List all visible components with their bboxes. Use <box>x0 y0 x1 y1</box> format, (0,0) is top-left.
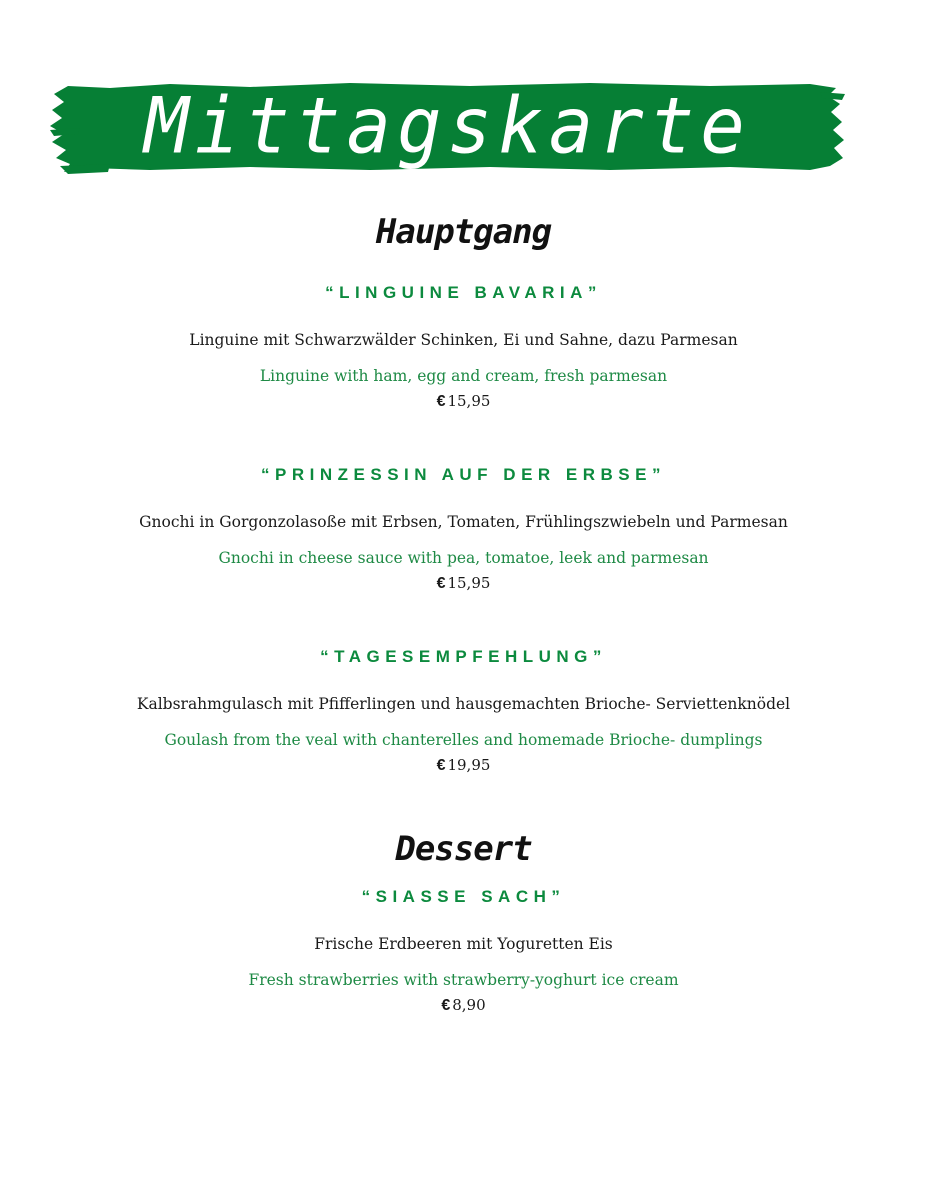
dish-name: “LINGUINE BAVARIA” <box>325 283 602 302</box>
price-value: 15,95 <box>447 574 491 592</box>
page-title: Mittagskarte <box>144 80 751 172</box>
dish-description-de: Frische Erdbeeren mit Yoguretten Eis <box>314 935 613 953</box>
price-value: 15,95 <box>447 392 491 410</box>
section-title-main: Hauptgang <box>375 212 552 252</box>
dish-description-de: Kalbsrahmgulasch mit Pfifferlingen und hausgemachten Brioche- Serviettenknödel <box>136 695 791 713</box>
dish-name: “TAGESEMPFEHLUNG” <box>320 647 607 666</box>
dish-name: “PRINZESSIN AUF DER ERBSE” <box>261 465 666 484</box>
section-title-dessert: Dessert <box>395 829 532 869</box>
dish-description-de: Linguine mit Schwarzwälder Schinken, Ei und Sahne, dazu Parmesan <box>189 331 738 349</box>
dish-description-en: Linguine with ham, egg and cream, fresh parmesan <box>259 367 668 385</box>
dish-description-en: Goulash from the veal with chanterelles and homemade Brioche- dumplings <box>164 731 763 749</box>
dish-price <box>0 391 927 412</box>
currency-symbol: € <box>436 575 446 592</box>
currency-symbol: € <box>441 997 451 1014</box>
currency-symbol: € <box>436 757 446 774</box>
title-banner <box>50 78 845 176</box>
price-value: 19,95 <box>447 756 491 774</box>
dish-name: “SIASSE SACH” <box>361 887 566 906</box>
dish-price <box>0 573 927 594</box>
price-value: 8,90 <box>452 996 486 1014</box>
dish-price <box>0 995 927 1016</box>
dish-description-en: Gnochi in cheese sauce with pea, tomatoe, leek and parmesan <box>218 549 709 567</box>
dish-description-en: Fresh strawberries with strawberry-yoghurt ice cream <box>248 971 679 989</box>
currency-symbol: € <box>436 393 446 410</box>
dish-price <box>0 755 927 776</box>
dish-description-de: Gnochi in Gorgonzolasoße mit Erbsen, Tomaten, Frühlingszwiebeln und Parmesan <box>139 513 788 531</box>
